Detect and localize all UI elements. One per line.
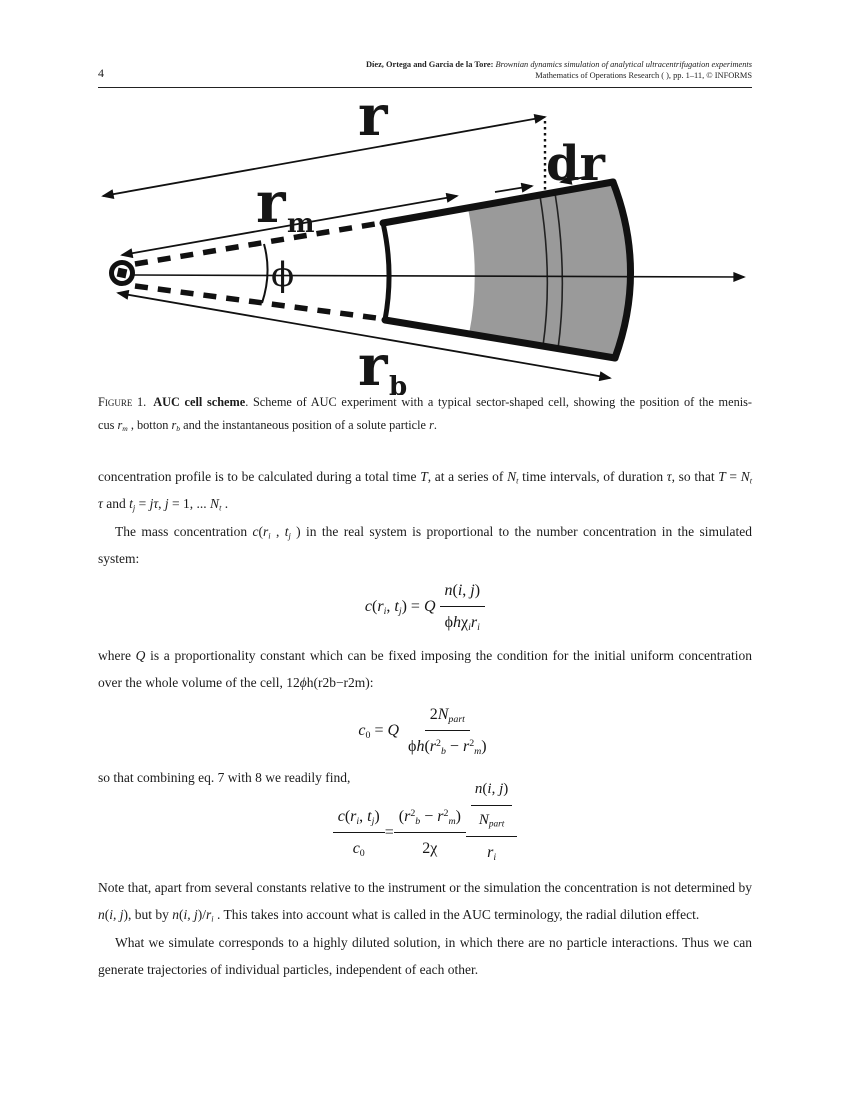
header-paper-title: Brownian dynamics simulation of analytical ultracentrifugation experiments bbox=[495, 60, 752, 69]
equation-3-mid-fraction bbox=[394, 803, 466, 863]
r-dimension-arrow bbox=[103, 117, 545, 196]
dr-left-small-arrow bbox=[495, 186, 532, 192]
sector-angle-arc bbox=[262, 244, 268, 303]
rotation-axis bbox=[134, 275, 744, 277]
label-rm-sub: m bbox=[287, 209, 315, 239]
equation-3-nested-denominator: $N_{part}$ bbox=[478, 811, 505, 830]
equation-1-lhs: $c(r_i$, $t_j) = Q$ bbox=[364, 597, 436, 617]
body-text bbox=[98, 463, 752, 983]
label-rb: r bbox=[358, 333, 388, 395]
running-header-line1 bbox=[150, 60, 752, 71]
equation-2-lhs: $c_0 = Q$ bbox=[358, 721, 400, 741]
equation-3-mid-numerator: $(r^2_b - r^2_m)$ bbox=[394, 803, 466, 833]
label-dr: dr bbox=[546, 136, 605, 192]
figure-caption-line1 bbox=[98, 391, 752, 414]
cell-meniscus-arc bbox=[383, 223, 389, 320]
equation-3-lhs-numerator: $c(r_i$, $t_j$) bbox=[333, 803, 385, 833]
equation-3-lhs-denominator: $c_0$ bbox=[352, 840, 365, 860]
label-rb-sub: b bbox=[389, 372, 408, 395]
label-rm: r bbox=[256, 170, 286, 236]
header-authors: Díez, Ortega and Garcia de la Tore: bbox=[366, 60, 494, 69]
figure-caption bbox=[98, 391, 752, 437]
equation-3-right-fraction bbox=[466, 775, 517, 866]
paragraph-3: where Q is a proportionality constant which can be fixed imposing the condition for the initial uniform concentration over the whole volume of the cell, 12ϕh(r2b−r2m): bbox=[98, 647, 753, 691]
equation-3-mid-denominator: 2χ bbox=[422, 840, 438, 858]
paragraph-6: What we simulate corresponds to a highly diluted solution, in which there are no particle interactions. Thus we can generate trajectories of individual particles, independent of each other. bbox=[98, 934, 752, 978]
header-rule bbox=[98, 87, 752, 88]
equation-3-lhs-fraction bbox=[333, 803, 385, 863]
figure-caption-rest: . Scheme of AUC experiment with a typical sector-shaped cell, showing the position of the menis- bbox=[245, 395, 753, 409]
equation-2 bbox=[98, 705, 752, 757]
label-r: r bbox=[358, 95, 388, 149]
equation-2-fraction bbox=[403, 701, 492, 761]
equation-3-right-denominator: $r_i$ bbox=[487, 844, 497, 863]
running-header bbox=[150, 60, 752, 81]
equation-3-nested-fraction bbox=[471, 776, 512, 834]
equation-2-denominator: $\phi h(r^2_b - r^2_m)$ bbox=[408, 737, 487, 757]
equation-3-equals: = bbox=[384, 824, 394, 842]
figure-caption-title: AUC cell scheme bbox=[153, 395, 246, 409]
auc-cell-figure bbox=[90, 95, 760, 395]
figure-caption-label: Figure 1. bbox=[98, 395, 147, 409]
cell-gray-region bbox=[468, 182, 631, 358]
equation-3-nested-numerator: n(i, j) bbox=[471, 776, 512, 805]
figure-caption-line2: cus $r_m$ , botton $r_b$ and the instantaneous position of a solute particle r. bbox=[98, 418, 437, 434]
paragraph-4: so that combining eq. 7 with 8 we readily find, bbox=[98, 770, 351, 786]
page-number: 4 bbox=[98, 66, 104, 80]
header-journal-line: Mathematics of Operations Research ( ), pp. 1–11, © INFORMS bbox=[535, 70, 752, 80]
paragraph-5: Note that, apart from several constants relative to the instrument or the simulation the concentration is not determined by n(i, j), but by n(i, $j)/r_i$ . This takes into account what is called in the AUC terminology, the radial dilution effect. bbox=[98, 879, 752, 924]
rotor-origin-square bbox=[117, 268, 128, 279]
equation-1-denominator: $\phi h\chi_ir_i$ bbox=[444, 614, 480, 633]
equation-1 bbox=[98, 583, 752, 631]
equation-3 bbox=[98, 781, 752, 865]
label-phi: ϕ bbox=[271, 255, 295, 295]
equation-1-numerator: n(i, j) bbox=[440, 577, 486, 607]
paragraph-2: The mass concentration $c(r_i$ , $t_j$ ) in the real system is proportional to the number concentration in the simulated system: bbox=[98, 523, 752, 567]
paragraph-1: concentration profile is to be calculated during a total time T, at a series of $N_t$ time intervals, of duration τ, so that $T = N_t$ τ and $t_j = j\tau$, j = 1, ... $N_t$ . bbox=[98, 469, 753, 513]
equation-1-fraction bbox=[440, 577, 486, 637]
equation-2-numerator: $2N_{part}$ bbox=[425, 701, 470, 731]
equation-3-right-numerator bbox=[466, 775, 517, 837]
